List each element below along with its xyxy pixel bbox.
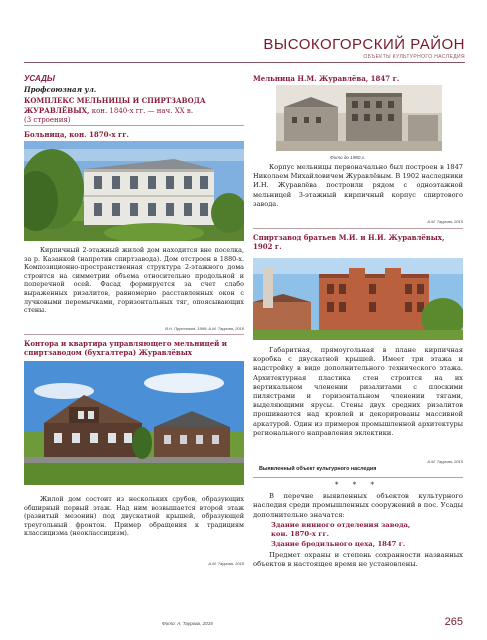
complex-count: (3 строения) [24, 116, 71, 124]
complex-title: КОМПЛЕКС МЕЛЬНИЦЫ И СПИРТЗАВОДА ЖУРАВЛЁВЫХ, [24, 96, 206, 115]
divider [253, 228, 463, 229]
hospital-credit: В.Н. Прутников, 1999; А.М. Таурова, 2018 [165, 326, 244, 331]
complex-heading [24, 96, 244, 125]
office-description: Жилой дом состоит из нескольких срубов, образующих обширный первый этаж. Над ним возвышается второй этаж (развитый мезонин) под двускатной крышей, образующей треугольный фронтон. Пример обращения к традициям классицизма (неоклассицизм). [24, 495, 244, 538]
heritage-label: Выявленный объект культурного наследия [259, 466, 377, 472]
street-label: Профсоюзная ул. [24, 85, 97, 94]
header-rule [24, 62, 465, 63]
distillery-credit: А.М. Таурова, 2015 [427, 459, 463, 464]
closing-text: Предмет охраны и степень сохранности названных объектов в настоящее время не установлены. [253, 551, 463, 569]
section-stars: * * * [335, 481, 380, 489]
section-title: УСАДЫ [24, 74, 55, 83]
mill-title: Мельница Н.М. Журавлёва, 1847 г. [253, 74, 400, 83]
office-title: Контора и квартира управляющего мельницей и спиртзаводом (бухгалтера) Журавлёвых [24, 339, 227, 357]
divider [253, 477, 463, 478]
distillery-description: Габаритная, прямоугольная в плане кирпичная коробка с двускатной крышей. Имеет три этажа и надстройку в виде дополнительного технического этажа. Архитектурная пластика стен строится на их вертикальном членении ризалитами с плоскими пилястрами и горизонтальном членении тягами, выделяющими ярусы. Стены двух средних ризалитов прошиваются над кровлей и декорированы массивной аркатурой. Один из примеров промышленной архитектуры регионального направления эклектики. [253, 346, 463, 437]
heritage-list [271, 521, 410, 549]
divider [24, 125, 244, 126]
list-intro: В перечне выявленных объектов культурного наследия среди промышленных сооружений в пос. Усады дополнительно значатся: [253, 492, 463, 519]
photo-credit-footer: Фото: А. Таурова, 2015 [162, 621, 213, 626]
office-credit: А.М. Таурова, 2018 [208, 561, 244, 566]
list-item: Здание бродильного цеха, 1847 г. [271, 539, 406, 548]
hospital-photo [24, 141, 244, 241]
hospital-title: Больница, кон. 1870-х гг. [24, 130, 129, 139]
distillery-title: Спиртзавод братьев М.И. и Н.И. Журавлёвых, 1902 г. [253, 233, 445, 251]
page-number: 265 [444, 616, 463, 628]
distillery-photo [253, 258, 463, 340]
list-item: Здание винного отделения завода, [271, 521, 411, 529]
running-header-subtitle: ОБЪЕКТЫ КУЛЬТУРНОГО НАСЛЕДИЯ [363, 54, 465, 60]
list-item: кон. 1870-х гг. [271, 530, 330, 539]
hospital-description: Кирпичный 2-этажный жилой дом находится вне поселка, за р. Казанкой (напротив спиртзавода). Дом отстроен в 1880-х. Композиционно-пространственная структура 2-этажного дома строится на симметрии объема относительно продольной и поперечной осей. Фасад формируется за счет слабо выраженных ризалитов, равномерно расставленных окон с лучковыми перемычками, горизонтальных тяг, опоясывающих стены. [24, 246, 244, 315]
running-header-title: ВЫСОКОГОРСКИЙ РАЙОН [263, 36, 465, 53]
complex-date: кон. 1840-х гг. — нач. ХХ в. [91, 107, 194, 115]
mill-credit: А.М. Таурова, 2015 [427, 219, 463, 224]
mill-photo-caption: Фото до 1980 г. [330, 155, 366, 160]
office-photo [24, 361, 244, 485]
mill-description: Корпус мельницы первоначально был построен в 1847 Николаем Михайловичем Журавлёвым. В 1902 наследники И.Н. Журавлёва построили рядом с одноэтажной мельницей 3-этажный кирпичный корпус спиртового завода. [253, 163, 463, 208]
mill-photo [276, 85, 442, 151]
divider [24, 334, 244, 335]
